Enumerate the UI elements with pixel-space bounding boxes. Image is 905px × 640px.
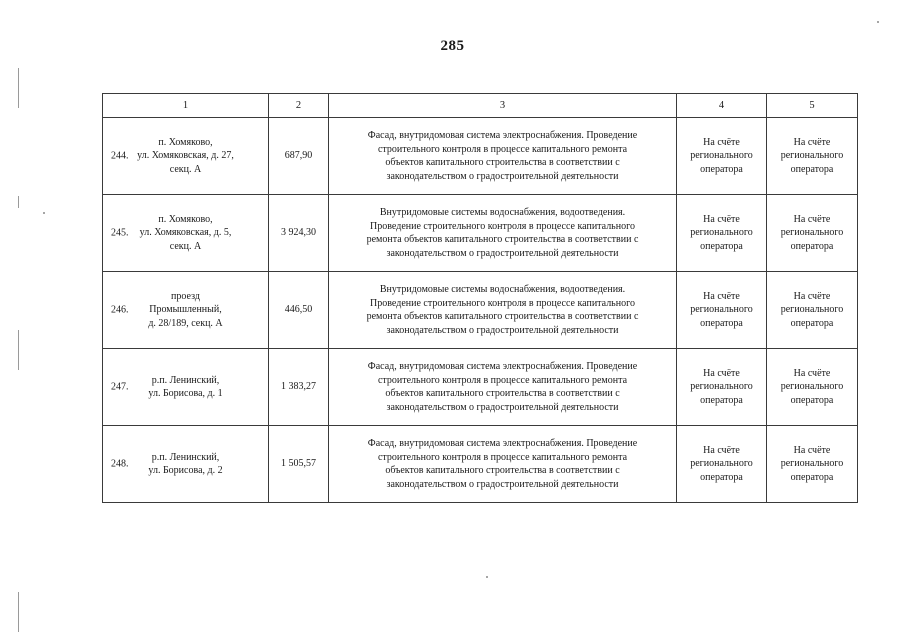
address-line: п. Хомяково, [158, 213, 213, 225]
works-line: Проведение строительного контроля в процессе капитального [370, 297, 635, 309]
col4-line: На счёте [703, 444, 740, 456]
col5-line: оператора [790, 163, 834, 175]
table-header-row [103, 94, 858, 118]
col4-line: На счёте [703, 136, 740, 148]
works-line: ремонта объектов капитального строительства в соответствии с [366, 234, 639, 245]
col5-cell [767, 426, 858, 503]
area-cell: 446,50 [269, 272, 329, 349]
col5-cell [767, 349, 858, 426]
works-line: Фасад, внутридомовая система электроснабжения. Проведение [367, 438, 638, 449]
address-line: проезд [171, 290, 200, 302]
address-cell [103, 272, 269, 349]
row-number: 247. [111, 381, 129, 393]
col4-cell [677, 195, 767, 272]
col5-line: регионального [780, 150, 844, 162]
address-cell [103, 426, 269, 503]
col5-line: оператора [790, 240, 834, 252]
col5-line: На счёте [793, 367, 831, 379]
works-cell [329, 349, 677, 426]
col4-cell [677, 426, 767, 503]
area-cell: 1 505,57 [269, 426, 329, 503]
row-number: 246. [111, 304, 129, 316]
col5-line: регионального [780, 381, 844, 393]
col4-line: регионального [690, 150, 753, 162]
address-line: ул. Хомяковская, д. 27, [137, 150, 234, 162]
col5-cell [767, 195, 858, 272]
row-number: 244. [111, 150, 129, 162]
col5-line: регионального [780, 458, 844, 470]
scan-edge-mark [18, 196, 19, 208]
scan-edge-mark [18, 68, 19, 108]
col4-line: оператора [700, 317, 743, 329]
column-header: 5 [767, 94, 858, 118]
col5-line: оператора [790, 471, 834, 483]
row-number: 245. [111, 227, 129, 239]
col4-cell [677, 272, 767, 349]
col5-line: регионального [780, 304, 844, 316]
works-line: законодательством о градостроительной деятельности [386, 401, 619, 413]
address-cell [103, 118, 269, 195]
works-line: строительного контроля в процессе капитального ремонта [377, 374, 628, 386]
column-header: 3 [329, 94, 677, 118]
works-line: ремонта объектов капитального строительства в соответствии с [366, 311, 639, 322]
col4-line: оператора [700, 394, 743, 406]
column-header: 4 [677, 94, 767, 118]
col5-cell [767, 272, 858, 349]
repair-schedule-table [102, 93, 858, 503]
address-cell [103, 349, 269, 426]
table-row [103, 426, 858, 503]
works-line: строительного контроля в процессе капитального ремонта [377, 143, 628, 155]
col4-line: оператора [700, 471, 743, 483]
col5-line: оператора [790, 317, 834, 329]
col4-line: На счёте [703, 213, 740, 225]
scan-edge-mark [18, 330, 19, 370]
col4-line: На счёте [703, 367, 740, 379]
col5-line: На счёте [793, 213, 831, 225]
row-number: 248. [111, 458, 129, 470]
scan-edge-mark [18, 592, 19, 632]
col4-line: оператора [700, 163, 743, 175]
page-number: 285 [440, 38, 465, 54]
works-line: законодательством о градостроительной деятельности [386, 170, 619, 182]
table-row [103, 349, 858, 426]
col5-line: На счёте [793, 290, 831, 302]
col4-line: регионального [690, 381, 753, 393]
works-line: объектов капитального строительства в соответствии с [385, 465, 620, 476]
col4-line: регионального [690, 304, 753, 316]
col5-line: На счёте [793, 136, 831, 148]
works-line: законодательством о градостроительной деятельности [386, 324, 619, 336]
address-line: р.п. Ленинский, [151, 451, 220, 463]
table-row [103, 118, 858, 195]
works-line: Фасад, внутридомовая система электроснабжения. Проведение [367, 130, 638, 141]
address-line: ул. Борисова, д. 2 [148, 465, 223, 476]
works-cell [329, 195, 677, 272]
address-line: секц. А [169, 240, 202, 252]
column-header: 2 [269, 94, 329, 118]
col5-line: регионального [780, 227, 844, 239]
address-line: ул. Борисова, д. 1 [148, 388, 223, 399]
address-line: ул. Хомяковская, д. 5, [139, 227, 232, 239]
address-cell [103, 195, 269, 272]
scan-speck [486, 576, 488, 578]
scan-speck [43, 212, 45, 214]
address-line: п. Хомяково, [158, 136, 213, 148]
works-line: Фасад, внутридомовая система электроснабжения. Проведение [367, 361, 638, 372]
column-header: 1 [103, 94, 269, 118]
works-cell [329, 272, 677, 349]
table-row [103, 272, 858, 349]
works-line: Внутридомовые системы водоснабжения, водоотведения. [379, 284, 626, 295]
area-cell: 687,90 [269, 118, 329, 195]
works-line: законодательством о градостроительной деятельности [386, 247, 619, 259]
col5-cell [767, 118, 858, 195]
table-row [103, 195, 858, 272]
works-line: Внутридомовые системы водоснабжения, водоотведения. [379, 207, 626, 218]
area-cell: 3 924,30 [269, 195, 329, 272]
area-cell: 1 383,27 [269, 349, 329, 426]
address-line: секц. А [169, 163, 202, 175]
col5-line: оператора [790, 394, 834, 406]
col4-line: оператора [700, 240, 743, 252]
col4-line: регионального [690, 458, 753, 470]
scan-speck [877, 21, 879, 23]
works-line: объектов капитального строительства в соответствии с [385, 157, 620, 168]
works-cell [329, 118, 677, 195]
col4-cell [677, 349, 767, 426]
col4-cell [677, 118, 767, 195]
col4-line: регионального [690, 227, 753, 239]
works-line: Проведение строительного контроля в процессе капитального [370, 220, 635, 232]
address-line: р.п. Ленинский, [151, 374, 220, 386]
works-line: законодательством о градостроительной деятельности [386, 478, 619, 490]
col5-line: На счёте [793, 444, 831, 456]
address-line: Промышленный, [149, 304, 222, 316]
col4-line: На счёте [703, 290, 740, 302]
works-line: строительного контроля в процессе капитального ремонта [377, 451, 628, 463]
address-line: д. 28/189, секц. А [148, 317, 223, 329]
works-cell [329, 426, 677, 503]
works-line: объектов капитального строительства в соответствии с [385, 388, 620, 399]
